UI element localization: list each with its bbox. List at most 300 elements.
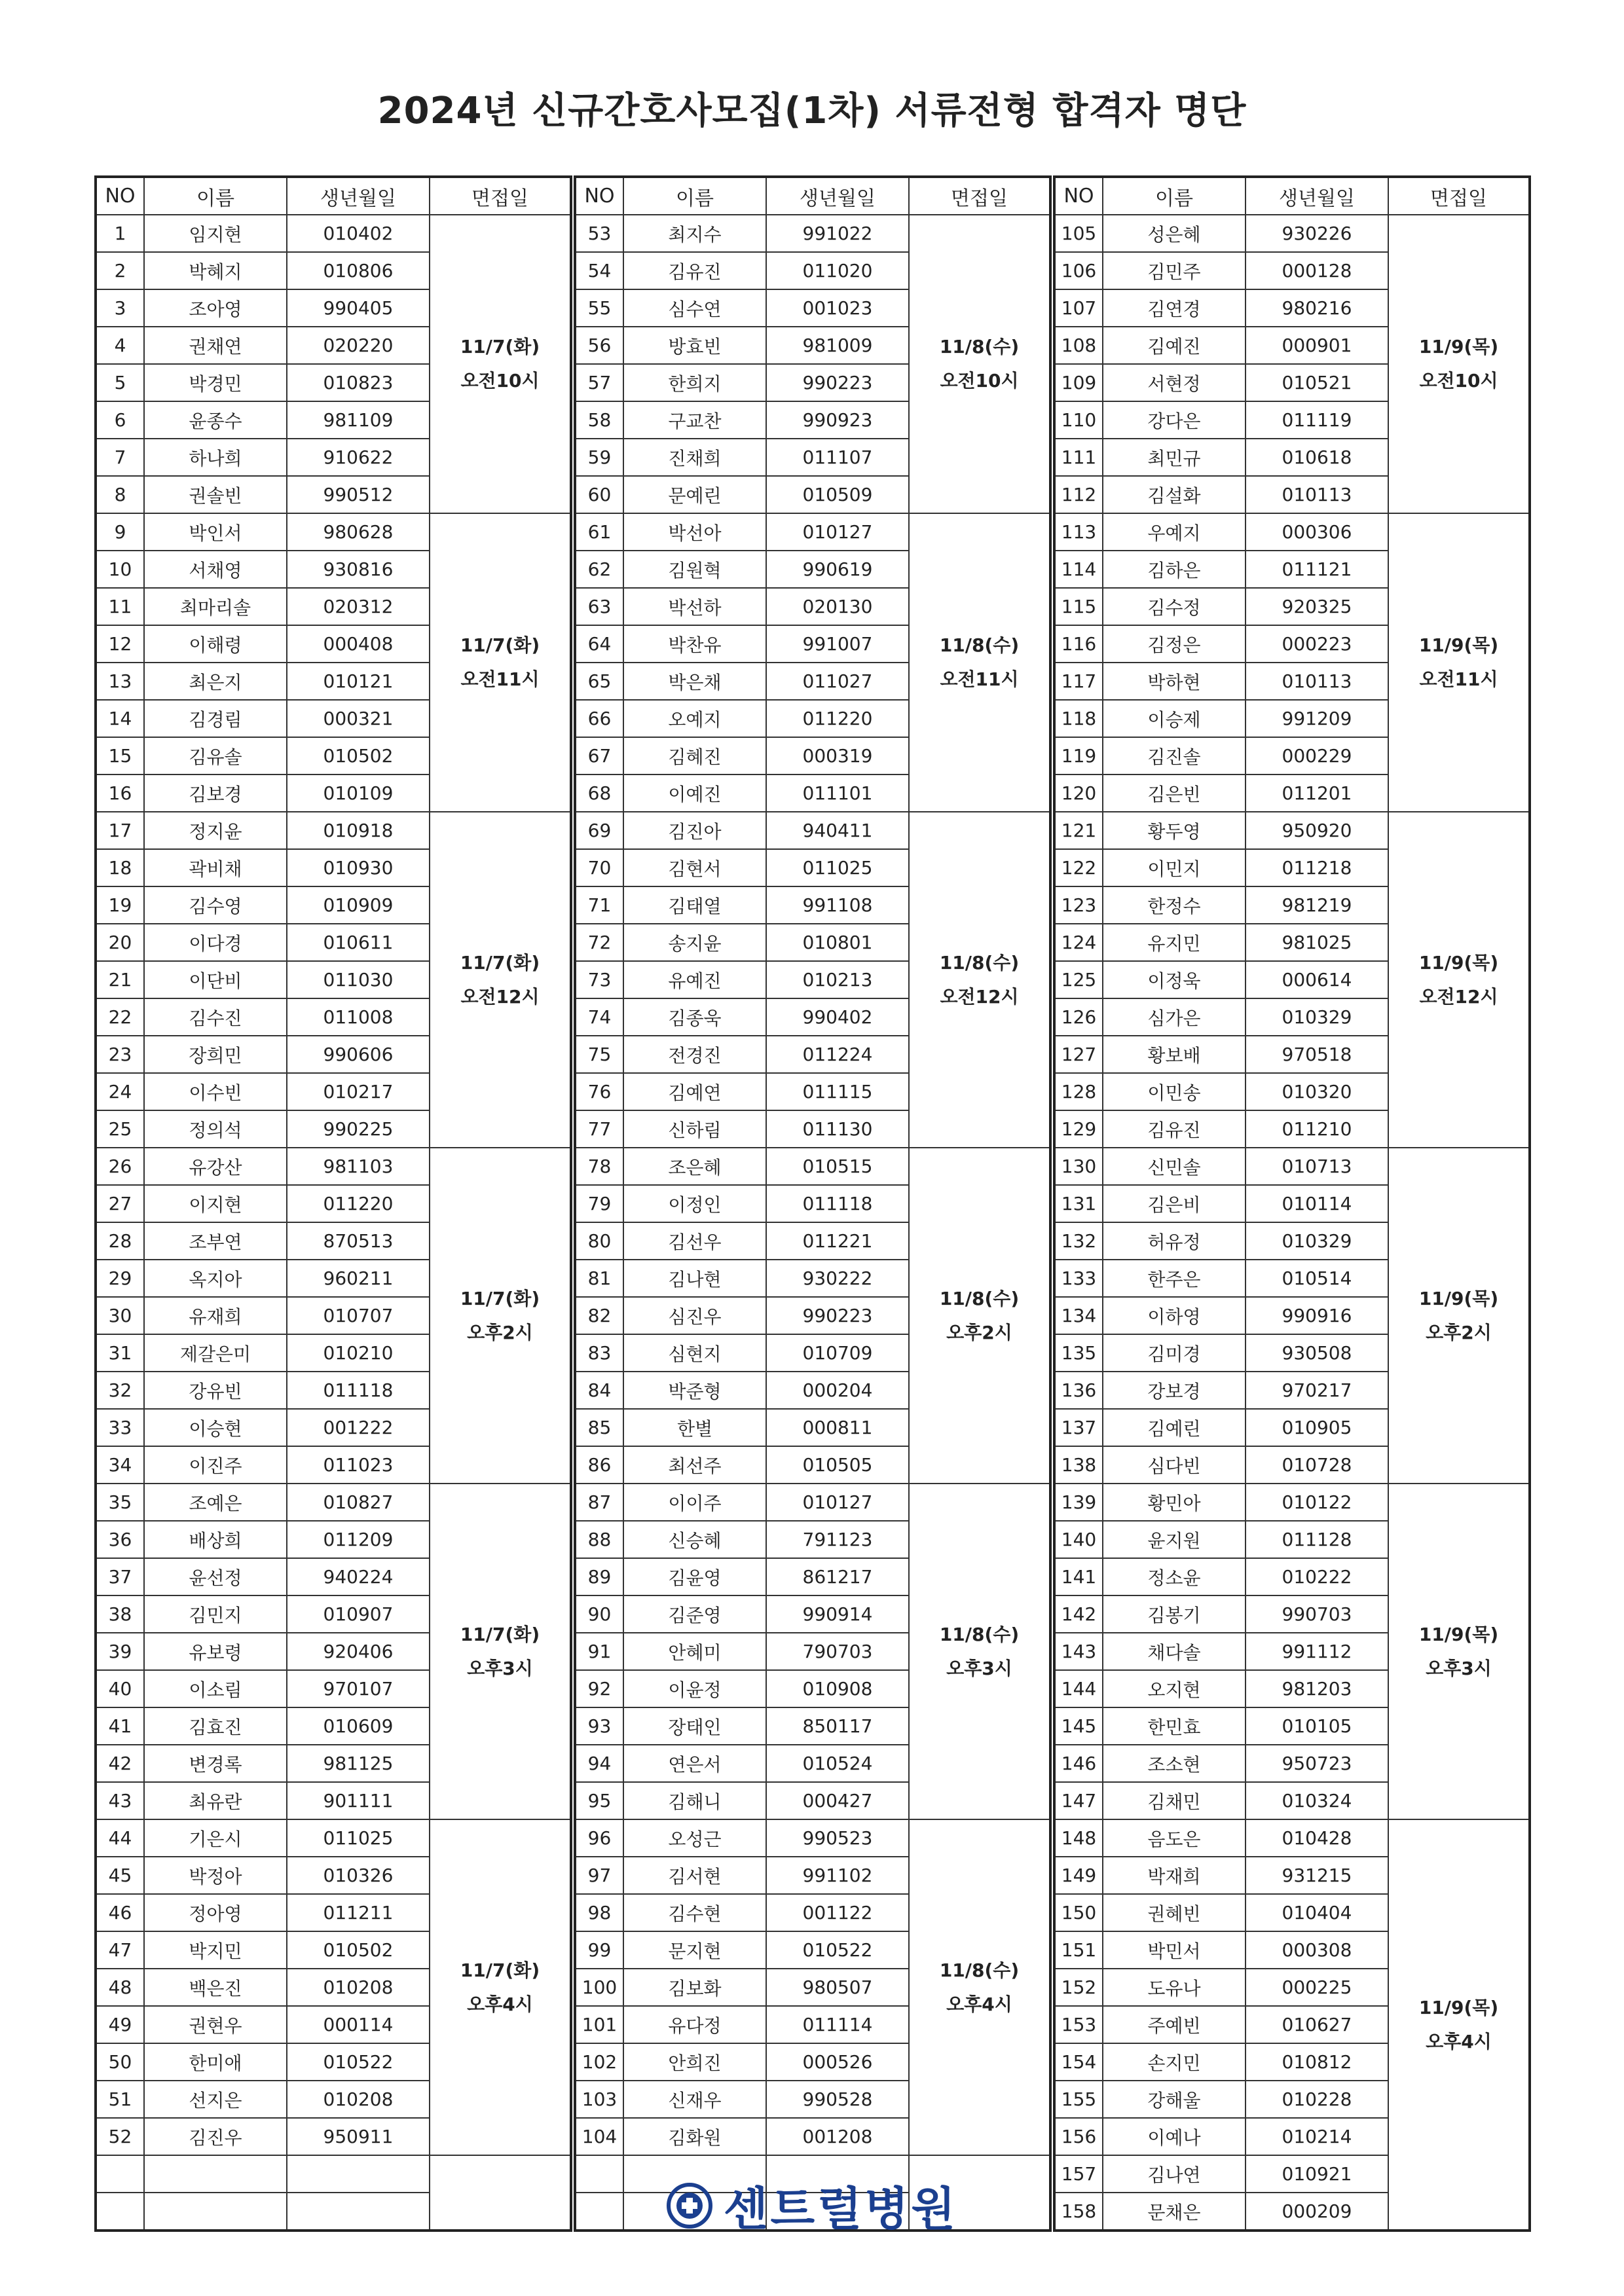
cell-birthdate: 010908 [766,1670,909,1707]
header-birth: 생년월일 [287,177,430,215]
cell-name: 이윤정 [623,1670,766,1707]
cell-no: 130 [1054,1148,1103,1185]
cell-name: 김예린 [1103,1409,1246,1446]
cell-birthdate: 990523 [766,1819,909,1857]
cell-birthdate: 010502 [287,1931,430,1969]
interview-day: 11/8(수) [939,951,1020,974]
cell-no: 12 [96,625,144,663]
cell-no: 29 [96,1260,144,1297]
cell-name: 서채영 [144,551,287,588]
cell-no: 141 [1054,1558,1103,1595]
cell-no: 43 [96,1782,144,1819]
cell-no: 116 [1054,625,1103,663]
table-header-row [96,177,571,215]
cell-no: 26 [96,1148,144,1185]
header-birth: 생년월일 [1246,177,1388,215]
cell-no: 42 [96,1745,144,1782]
cell-no: 59 [575,439,623,476]
cell-no: 83 [575,1334,623,1372]
cell-name: 유강산 [144,1148,287,1185]
cell-birthdate: 011220 [766,700,909,737]
interview-slot [430,1148,571,1484]
cell-name: 강보경 [1103,1372,1246,1409]
cell-birthdate: 970217 [1246,1372,1388,1409]
cell-birthdate: 020312 [287,588,430,625]
cell-no: 121 [1054,812,1103,849]
cell-no: 41 [96,1707,144,1745]
cell-name: 곽비채 [144,849,287,886]
cell-no: 119 [1054,737,1103,774]
interview-time: 오후4시 [946,1993,1012,2015]
cell-no: 102 [575,2043,623,2081]
cell-no: 117 [1054,663,1103,700]
cell-birthdate: 991108 [766,886,909,924]
cell-no: 73 [575,961,623,998]
cell-no: 49 [96,2006,144,2043]
cell-name: 이민송 [1103,1073,1246,1110]
cell-name: 유재희 [144,1297,287,1334]
cell-name: 김태열 [623,886,766,924]
cell-name: 김진솔 [1103,737,1246,774]
cell-no: 155 [1054,2081,1103,2118]
cell-name: 김효진 [144,1707,287,1745]
cell-no: 63 [575,588,623,625]
cell-name: 선지은 [144,2081,287,2118]
cell-birthdate: 850117 [766,1707,909,1745]
cell-name: 김선우 [623,1222,766,1260]
cell-name: 장희민 [144,1036,287,1073]
interview-day: 11/8(수) [939,1959,1020,1981]
cell-no: 135 [1054,1334,1103,1372]
cell-no: 19 [96,886,144,924]
cell-name: 이다경 [144,924,287,961]
cell-birthdate: 000204 [766,1372,909,1409]
table-row [575,1819,1050,1857]
cell-no: 107 [1054,289,1103,327]
cell-no: 101 [575,2006,623,2043]
cell-no: 38 [96,1595,144,1633]
cell-birthdate: 010324 [1246,1782,1388,1819]
cell-birthdate: 920406 [287,1633,430,1670]
cell-name: 이이주 [623,1484,766,1521]
interview-time: 오후2시 [467,1321,533,1343]
cell-birthdate: 001122 [766,1894,909,1931]
cell-birthdate: 001222 [287,1409,430,1446]
cell-no: 22 [96,998,144,1036]
cell-birthdate: 010514 [1246,1260,1388,1297]
interview-day: 11/8(수) [939,634,1020,656]
header-no: NO [575,177,623,215]
cell-name: 최유란 [144,1782,287,1819]
interview-day: 11/9(목) [1418,634,1499,656]
cell-birthdate: 000321 [287,700,430,737]
cell-birthdate: 011107 [766,439,909,476]
interview-slot [909,1819,1050,2155]
cell-name: 심현지 [623,1334,766,1372]
interview-time: 오후4시 [467,1993,533,2015]
cell-no: 45 [96,1857,144,1894]
cell-birthdate: 991112 [1246,1633,1388,1670]
cell-birthdate: 010909 [287,886,430,924]
cell-birthdate: 010801 [766,924,909,961]
cell-no: 115 [1054,588,1103,625]
cell-birthdate: 010627 [1246,2006,1388,2043]
cell-birthdate: 990923 [766,401,909,439]
cell-birthdate: 011023 [287,1446,430,1484]
cell-birthdate: 010114 [1246,1185,1388,1222]
cell-no: 126 [1054,998,1103,1036]
interview-slot [909,812,1050,1148]
cell-no: 81 [575,1260,623,1297]
interview-time: 오전10시 [1419,370,1498,392]
cell-no: 27 [96,1185,144,1222]
interview-time: 오전12시 [1419,985,1498,1008]
table-row [96,812,571,849]
cell-name: 이해령 [144,625,287,663]
cell-name: 박지민 [144,1931,287,1969]
interview-time: 오전12시 [460,985,540,1008]
cell-name: 김미경 [1103,1334,1246,1372]
cell-no: 99 [575,1931,623,1969]
table-row [1054,215,1530,252]
interview-time: 오전11시 [1419,668,1498,690]
cell-name: 조부연 [144,1222,287,1260]
cell-name: 윤종수 [144,401,287,439]
cell-no: 40 [96,1670,144,1707]
cell-name: 김화원 [623,2118,766,2155]
cell-birthdate: 010522 [766,1931,909,1969]
cell-no: 113 [1054,513,1103,551]
cell-birthdate: 990402 [766,998,909,1036]
interview-slot [909,215,1050,513]
cell-no: 129 [1054,1110,1103,1148]
cell-birthdate: 011101 [766,774,909,812]
interview-time: 오후3시 [467,1657,533,1679]
cell-no: 93 [575,1707,623,1745]
cell-name: 강다은 [1103,401,1246,439]
cell-no: 97 [575,1857,623,1894]
cell-name: 서현정 [1103,364,1246,401]
interview-slot [430,215,571,513]
cell-birthdate: 981109 [287,401,430,439]
cell-name: 김준영 [623,1595,766,1633]
roster-table-day1 [94,175,572,2232]
cell-no: 24 [96,1073,144,1110]
cell-no: 47 [96,1931,144,1969]
cell-name: 김민지 [144,1595,287,1633]
cell-name: 주예빈 [1103,2006,1246,2043]
cell-birthdate: 010618 [1246,439,1388,476]
cell-no: 64 [575,625,623,663]
cell-birthdate: 990619 [766,551,909,588]
cell-name: 신민솔 [1103,1148,1246,1185]
cell-birthdate: 990405 [287,289,430,327]
header-name: 이름 [1103,177,1246,215]
cell-birthdate: 000408 [287,625,430,663]
cell-name: 박정아 [144,1857,287,1894]
cell-birthdate: 010522 [287,2043,430,2081]
cell-name: 도유나 [1103,1969,1246,2006]
cell-no: 153 [1054,2006,1103,2043]
cell-name: 조아영 [144,289,287,327]
cell-birthdate: 010524 [766,1745,909,1782]
cell-name: 한희지 [623,364,766,401]
cell-no: 32 [96,1372,144,1409]
cell-no: 131 [1054,1185,1103,1222]
cell-no: 86 [575,1446,623,1484]
cell-name: 오예지 [623,700,766,737]
cell-name: 김봉기 [1103,1595,1246,1633]
cell-birthdate: 010609 [287,1707,430,1745]
cell-name: 성은혜 [1103,215,1246,252]
cell-birthdate: 010210 [287,1334,430,1372]
cell-birthdate: 990528 [766,2081,909,2118]
cell-no: 156 [1054,2118,1103,2155]
interview-time: 오후3시 [946,1657,1012,1679]
cell-name: 김정은 [1103,625,1246,663]
cell-name: 이정인 [623,1185,766,1222]
cell-birthdate: 981203 [1246,1670,1388,1707]
cell-name: 문채은 [1103,2193,1246,2231]
cell-name: 박경민 [144,364,287,401]
cell-birthdate: 990703 [1246,1595,1388,1633]
table-header-row [1054,177,1530,215]
table-row [1054,1148,1530,1185]
cell-no: 139 [1054,1484,1103,1521]
cell-name: 박혜지 [144,252,287,289]
interview-slot [1388,1484,1530,1819]
cell-name: 김예연 [623,1073,766,1110]
cell-name: 김수현 [623,1894,766,1931]
cell-name: 장태인 [623,1707,766,1745]
cell-birthdate: 010521 [1246,364,1388,401]
cell-birthdate: 000223 [1246,625,1388,663]
table-row [575,812,1050,849]
cell-birthdate: 010806 [287,252,430,289]
cell-no: 75 [575,1036,623,1073]
cell-no: 100 [575,1969,623,2006]
cell-name: 김민주 [1103,252,1246,289]
cell-name: 김나현 [623,1260,766,1297]
header-name: 이름 [144,177,287,215]
cell-name: 정소윤 [1103,1558,1246,1595]
table-header-row [575,177,1050,215]
interview-day: 11/7(화) [460,336,540,357]
cell-no: 36 [96,1521,144,1558]
cell-birthdate: 901111 [287,1782,430,1819]
roster-table-day2 [574,175,1052,2232]
cell-name: 구교찬 [623,401,766,439]
cell-name: 박하현 [1103,663,1246,700]
cell-no: 55 [575,289,623,327]
cell-name: 윤선정 [144,1558,287,1595]
cell-name: 한민효 [1103,1707,1246,1745]
cell-name: 김유솔 [144,737,287,774]
cell-name: 제갈은미 [144,1334,287,1372]
cell-name: 채다솔 [1103,1633,1246,1670]
cell-no: 154 [1054,2043,1103,2081]
cell-birthdate: 011218 [1246,849,1388,886]
cell-no: 138 [1054,1446,1103,1484]
cell-name: 유예진 [623,961,766,998]
cell-birthdate: 990223 [766,364,909,401]
cell-birthdate: 991102 [766,1857,909,1894]
interview-time: 오후2시 [946,1321,1012,1343]
cell-no: 85 [575,1409,623,1446]
cell-no: 18 [96,849,144,886]
cell-name: 김원혁 [623,551,766,588]
cell-name: 김유진 [1103,1110,1246,1148]
cell-name: 박준형 [623,1372,766,1409]
roster-table-day3 [1053,175,1531,2232]
header-interview-date: 면접일 [430,177,571,215]
cell-name: 하나희 [144,439,287,476]
cell-birthdate: 000427 [766,1782,909,1819]
cell-name: 유지민 [1103,924,1246,961]
cell-birthdate: 011121 [1246,551,1388,588]
cell-no: 62 [575,551,623,588]
cell-birthdate: 870513 [287,1222,430,1260]
cell-no: 23 [96,1036,144,1073]
cell-birthdate: 960211 [287,1260,430,1297]
cell-birthdate: 010122 [1246,1484,1388,1521]
cell-name: 손지민 [1103,2043,1246,2081]
cell-birthdate: 011201 [1246,774,1388,812]
cell-no: 57 [575,364,623,401]
cell-no: 34 [96,1446,144,1484]
cell-name: 정지윤 [144,812,287,849]
cell-birthdate: 010611 [287,924,430,961]
cell-no: 51 [96,2081,144,2118]
cell-birthdate: 000229 [1246,737,1388,774]
cell-birthdate: 011118 [287,1372,430,1409]
cell-name: 조은혜 [623,1148,766,1185]
cell-no: 69 [575,812,623,849]
cell-birthdate: 000225 [1246,1969,1388,2006]
cell-no: 112 [1054,476,1103,513]
cell-birthdate: 010217 [287,1073,430,1110]
cell-no: 94 [575,1745,623,1782]
cell-birthdate: 981103 [287,1148,430,1185]
cell-no: 91 [575,1633,623,1670]
cell-birthdate: 011128 [1246,1521,1388,1558]
interview-time: 오후3시 [1426,1657,1492,1679]
cell-birthdate: 010905 [1246,1409,1388,1446]
interview-time: 오전11시 [460,668,540,690]
cell-birthdate: 010113 [1246,663,1388,700]
cell-birthdate: 991022 [766,215,909,252]
cell-birthdate: 970107 [287,1670,430,1707]
cell-name: 문지현 [623,1931,766,1969]
cell-birthdate: 910622 [287,439,430,476]
cell-name: 황민아 [1103,1484,1246,1521]
cell-no: 74 [575,998,623,1036]
cell-name: 권혜빈 [1103,1894,1246,1931]
cell-birthdate: 011119 [1246,401,1388,439]
cell-name: 김수진 [144,998,287,1036]
cell-birthdate: 011114 [766,2006,909,2043]
cell-birthdate: 010502 [287,737,430,774]
interview-time: 오후4시 [1426,2030,1492,2052]
cell-name: 심가은 [1103,998,1246,1036]
cell-no: 16 [96,774,144,812]
header-name: 이름 [623,177,766,215]
cell-no: 67 [575,737,623,774]
page-title: 2024년 신규간호사모집(1차) 서류전형 합격자 명단 [377,90,1247,132]
cell-no: 77 [575,1110,623,1148]
cell-birthdate: 791123 [766,1521,909,1558]
cell-birthdate: 981125 [287,1745,430,1782]
cell-birthdate: 950911 [287,2118,430,2155]
cell-birthdate: 010509 [766,476,909,513]
cell-birthdate: 950723 [1246,1745,1388,1782]
cell-birthdate: 000114 [287,2006,430,2043]
cell-name: 이진주 [144,1446,287,1484]
header-no: NO [1054,177,1103,215]
cell-name: 임지현 [144,215,287,252]
cell-no: 70 [575,849,623,886]
cell-birthdate: 011027 [766,663,909,700]
cell-name: 김하은 [1103,551,1246,588]
cell-birthdate: 980507 [766,1969,909,2006]
cell-no: 48 [96,1969,144,2006]
cell-name: 김예진 [1103,327,1246,364]
interview-time: 오전10시 [460,370,540,392]
cell-name: 조예은 [144,1484,287,1521]
cell-name: 강해울 [1103,2081,1246,2118]
cell-name: 방효빈 [623,327,766,364]
cell-birthdate: 010713 [1246,1148,1388,1185]
cell-name: 최마리솔 [144,588,287,625]
cell-birthdate: 000128 [1246,252,1388,289]
cell-no: 120 [1054,774,1103,812]
cell-birthdate: 000306 [1246,513,1388,551]
cell-name: 이예나 [1103,2118,1246,2155]
cell-birthdate: 990223 [766,1297,909,1334]
cell-no: 108 [1054,327,1103,364]
cell-no: 137 [1054,1409,1103,1446]
cell-birthdate: 010113 [1246,476,1388,513]
interview-day: 11/7(화) [460,1287,540,1309]
cell-birthdate: 011220 [287,1185,430,1222]
hospital-name: 센트럴병원 [723,2182,959,2236]
cell-birthdate: 970518 [1246,1036,1388,1073]
interview-day: 11/7(화) [460,634,540,656]
cell-name: 김수정 [1103,588,1246,625]
cell-birthdate: 991007 [766,625,909,663]
cell-name: 이지현 [144,1185,287,1222]
cell-birthdate: 010121 [287,663,430,700]
header-birth: 생년월일 [766,177,909,215]
cell-birthdate: 010827 [287,1484,430,1521]
cell-birthdate: 011224 [766,1036,909,1073]
cell-no: 14 [96,700,144,737]
cell-birthdate: 000811 [766,1409,909,1446]
cell-name: 한주은 [1103,1260,1246,1297]
cell-no: 136 [1054,1372,1103,1409]
cell-name: 권솔빈 [144,476,287,513]
cell-birthdate: 020130 [766,588,909,625]
interview-slot [909,513,1050,812]
interview-time: 오후2시 [1426,1321,1492,1343]
cell-birthdate: 980628 [287,513,430,551]
cell-no: 146 [1054,1745,1103,1782]
cell-no: 127 [1054,1036,1103,1073]
cell-no: 54 [575,252,623,289]
cell-birthdate: 010402 [287,215,430,252]
cell-birthdate: 010109 [287,774,430,812]
hospital-emblem-icon [666,2182,713,2229]
